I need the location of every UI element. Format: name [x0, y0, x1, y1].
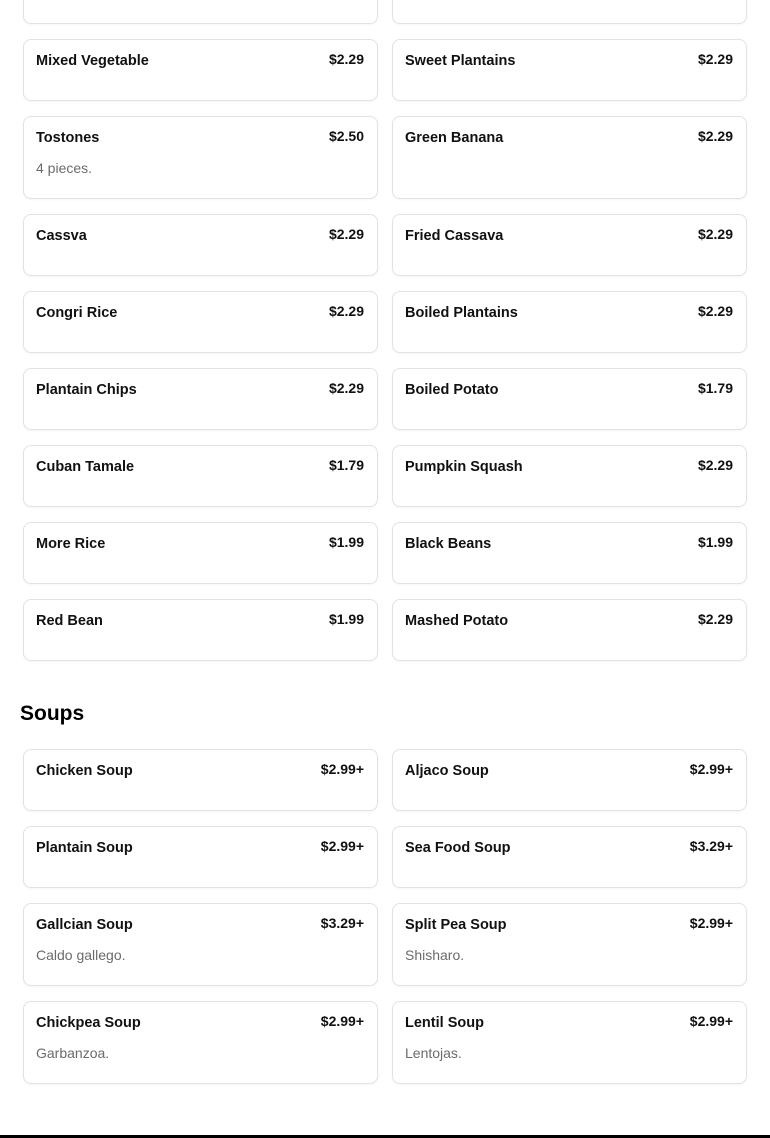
menu-item-card[interactable] [23, 214, 378, 276]
item-price: $1.99 [697, 534, 733, 550]
item-price: $1.99 [328, 611, 364, 627]
item-price: $2.29 [697, 226, 733, 242]
section-title-soups: Soups [20, 702, 85, 725]
item-price: $2.29 [697, 457, 733, 473]
item-price: $2.99+ [320, 838, 364, 854]
item-price: $2.50 [328, 128, 364, 144]
item-price: $2.99+ [689, 761, 733, 777]
item-description: Shisharo. [405, 947, 465, 963]
item-description: 4 pieces. [36, 160, 93, 176]
menu-item-card[interactable] [392, 291, 747, 353]
item-price: $2.99+ [689, 1013, 733, 1029]
item-name: Gallcian Soup [36, 917, 133, 933]
menu-item-card-partial[interactable] [392, 0, 747, 24]
item-name: Tostones [36, 130, 100, 146]
item-name: Plantain Chips [36, 382, 137, 398]
item-name: Congri Rice [36, 305, 118, 321]
item-price: $3.29+ [320, 915, 364, 931]
item-price: $2.99+ [320, 1013, 364, 1029]
item-name: Sweet Plantains [405, 53, 516, 69]
menu-item-card[interactable] [392, 1001, 747, 1084]
item-price: $2.29 [697, 611, 733, 627]
item-name: Sea Food Soup [405, 840, 511, 856]
item-price: $2.29 [697, 128, 733, 144]
menu-item-card[interactable] [392, 214, 747, 276]
item-price: $1.79 [697, 380, 733, 396]
menu-item-card[interactable] [392, 116, 747, 199]
sides-menu-grid [23, 39, 747, 661]
item-price: $2.29 [697, 303, 733, 319]
item-name: Red Bean [36, 613, 103, 629]
item-price: $2.29 [328, 380, 364, 396]
item-price: $2.29 [328, 51, 364, 67]
item-name: Chickpea Soup [36, 1015, 141, 1031]
menu-item-card[interactable] [23, 368, 378, 430]
menu-item-card[interactable] [392, 599, 747, 661]
menu-item-card[interactable] [392, 522, 747, 584]
menu-item-card[interactable] [392, 368, 747, 430]
item-name: Boiled Potato [405, 382, 499, 398]
item-name: Chicken Soup [36, 763, 133, 779]
item-description: Lentojas. [405, 1045, 462, 1061]
item-name: Green Banana [405, 130, 504, 146]
item-price: $3.29+ [689, 838, 733, 854]
item-description: Caldo gallego. [36, 947, 126, 963]
item-price: $1.79 [328, 457, 364, 473]
item-name: More Rice [36, 536, 106, 552]
item-name: Fried Cassava [405, 228, 504, 244]
item-name: Lentil Soup [405, 1015, 484, 1031]
menu-item-card[interactable] [23, 903, 378, 986]
soups-menu-grid [23, 749, 747, 1084]
menu-item-card[interactable] [23, 291, 378, 353]
item-name: Split Pea Soup [405, 917, 507, 933]
item-name: Plantain Soup [36, 840, 133, 856]
item-price: $2.29 [697, 51, 733, 67]
item-name: Black Beans [405, 536, 492, 552]
item-price: $2.99+ [320, 761, 364, 777]
item-price: $2.99+ [689, 915, 733, 931]
item-name: Pumpkin Squash [405, 459, 523, 475]
menu-item-card[interactable] [392, 749, 747, 811]
item-name: Aljaco Soup [405, 763, 489, 779]
menu-item-card[interactable] [23, 599, 378, 661]
menu-item-card[interactable] [23, 39, 378, 101]
menu-item-card[interactable] [392, 445, 747, 507]
item-price: $2.29 [328, 303, 364, 319]
item-name: Cassva [36, 228, 87, 244]
menu-item-card[interactable] [23, 826, 378, 888]
menu-item-card[interactable] [392, 826, 747, 888]
menu-item-card[interactable] [392, 39, 747, 101]
item-description: Garbanzoa. [36, 1045, 110, 1061]
menu-item-card[interactable] [23, 749, 378, 811]
menu-item-card[interactable] [23, 522, 378, 584]
item-name: Mashed Potato [405, 613, 509, 629]
item-name: Mixed Vegetable [36, 53, 149, 69]
item-price: $2.29 [328, 226, 364, 242]
item-name: Cuban Tamale [36, 459, 135, 475]
item-name: Boiled Plantains [405, 305, 518, 321]
menu-item-card[interactable] [23, 445, 378, 507]
menu-item-card[interactable] [23, 1001, 378, 1084]
menu-item-card[interactable] [392, 903, 747, 986]
menu-item-card-partial[interactable] [23, 0, 378, 24]
menu-item-card[interactable] [23, 116, 378, 199]
item-price: $1.99 [328, 534, 364, 550]
